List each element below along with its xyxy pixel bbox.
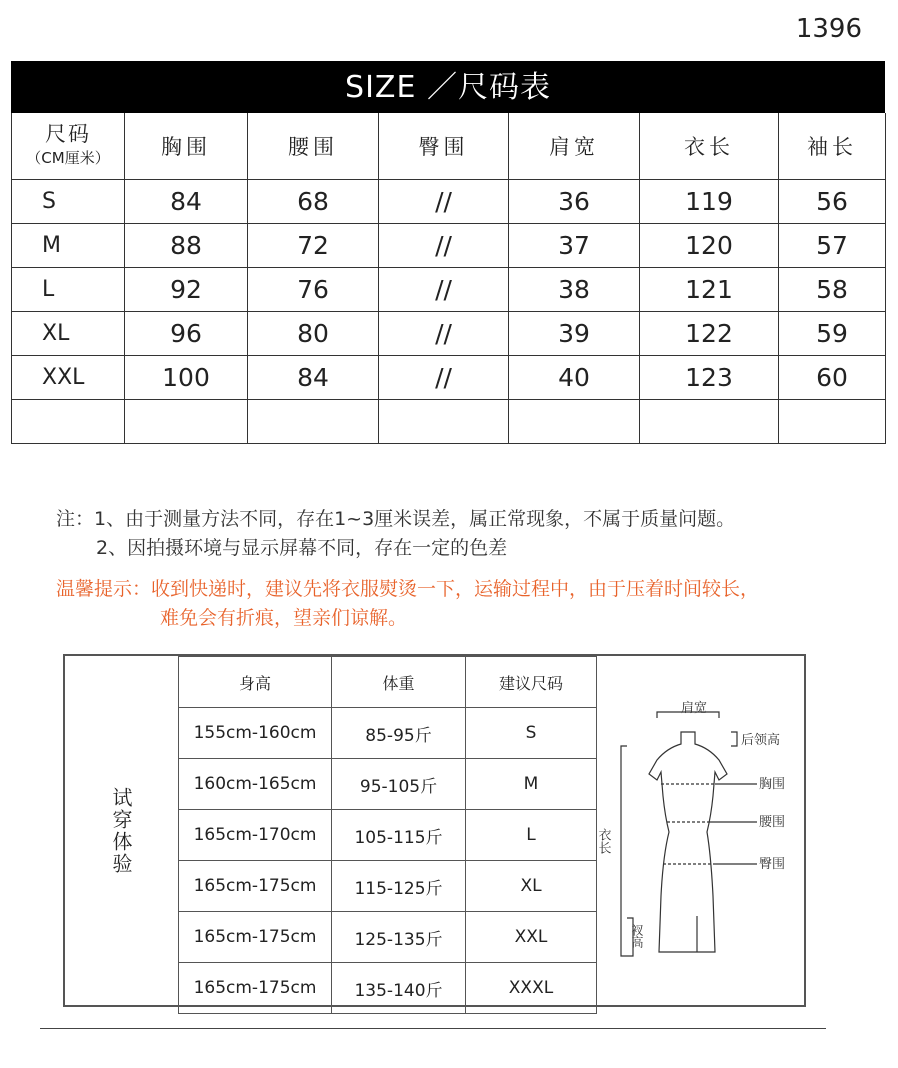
table-cell: 76 (248, 268, 379, 312)
table-row (179, 912, 597, 963)
header-height: 身高 (179, 657, 332, 708)
product-code: 1396 (795, 14, 862, 44)
table-cell: 72 (248, 224, 379, 268)
qipao-dress-icon (597, 656, 805, 1005)
table-cell: 36 (509, 180, 640, 224)
table-cell: 96 (125, 312, 248, 356)
label-waist: 腰围 (759, 815, 786, 830)
size-label: XXL (12, 356, 125, 400)
table-cell: 38 (509, 268, 640, 312)
header-unit: （CM厘米） (26, 149, 110, 167)
table-row (12, 180, 886, 224)
table-cell: 120 (640, 224, 779, 268)
table-cell: L (466, 810, 597, 861)
table-cell: 58 (779, 268, 886, 312)
table-cell: 40 (509, 356, 640, 400)
table-cell: 39 (509, 312, 640, 356)
fit-experience-box (63, 654, 806, 1007)
table-row (179, 861, 597, 912)
fit-table-header (179, 657, 597, 708)
table-cell: XXXL (466, 963, 597, 1014)
table-cell: 165cm-170cm (179, 810, 332, 861)
size-label: L (12, 268, 125, 312)
table-cell: 105-115斤 (332, 810, 466, 861)
table-cell: 56 (779, 180, 886, 224)
header-size-label: 尺码 (45, 122, 91, 146)
table-cell: 165cm-175cm (179, 861, 332, 912)
table-cell: 122 (640, 312, 779, 356)
blank-cell (12, 400, 125, 444)
fit-side-label-cell (65, 656, 178, 1005)
blank-cell (248, 400, 379, 444)
table-row (12, 356, 886, 400)
table-cell: XXL (466, 912, 597, 963)
table-cell: // (379, 180, 509, 224)
table-cell: 115-125斤 (332, 861, 466, 912)
blank-cell (779, 400, 886, 444)
table-row (12, 312, 886, 356)
size-label: M (12, 224, 125, 268)
table-cell: 121 (640, 268, 779, 312)
label-hip: 臀围 (759, 857, 786, 872)
note-line-2: 2、因拍摄环境与显示屏幕不同，存在一定的色差 (96, 537, 508, 559)
label-slit: 衩高 (630, 924, 644, 948)
table-cell: 125-135斤 (332, 912, 466, 963)
table-cell: 160cm-165cm (179, 759, 332, 810)
size-chart-title: SIZE ／尺码表 (11, 61, 885, 113)
table-cell: S (466, 708, 597, 759)
table-row (12, 224, 886, 268)
blank-cell (640, 400, 779, 444)
size-chart (11, 61, 885, 444)
fit-side-label: 试穿体验 (109, 786, 133, 875)
table-cell: 165cm-175cm (179, 912, 332, 963)
tip-line-1: 温馨提示：收到快递时，建议先将衣服熨烫一下，运输过程中，由于压着时间较长， (56, 578, 760, 600)
note-line-1: 注：1、由于测量方法不同，存在1~3厘米误差，属正常现象，不属于质量问题。 (56, 508, 736, 530)
table-cell: 119 (640, 180, 779, 224)
header-shoulder: 肩宽 (509, 113, 640, 180)
blank-cell (125, 400, 248, 444)
table-cell: 60 (779, 356, 886, 400)
label-chest: 胸围 (759, 777, 786, 792)
table-cell: // (379, 268, 509, 312)
table-cell: M (466, 759, 597, 810)
table-cell: 37 (509, 224, 640, 268)
header-chest: 胸围 (125, 113, 248, 180)
table-row (179, 708, 597, 759)
table-cell: // (379, 356, 509, 400)
blank-row (12, 400, 886, 444)
table-cell: 155cm-160cm (179, 708, 332, 759)
table-cell: 84 (248, 356, 379, 400)
blank-cell (509, 400, 640, 444)
header-suggested-size: 建议尺码 (466, 657, 597, 708)
label-back-collar: 后领高 (741, 733, 781, 748)
table-cell: 68 (248, 180, 379, 224)
table-cell: 85-95斤 (332, 708, 466, 759)
table-cell: 88 (125, 224, 248, 268)
table-cell: 59 (779, 312, 886, 356)
table-cell: 135-140斤 (332, 963, 466, 1014)
table-cell: 100 (125, 356, 248, 400)
header-hip: 臀围 (379, 113, 509, 180)
table-cell: 92 (125, 268, 248, 312)
size-table (11, 113, 886, 444)
table-cell: 80 (248, 312, 379, 356)
table-cell: // (379, 312, 509, 356)
label-length: 衣长 (597, 828, 611, 854)
table-row (179, 759, 597, 810)
label-shoulder: 肩宽 (681, 701, 708, 716)
table-cell: 123 (640, 356, 779, 400)
table-row (179, 963, 597, 1014)
blank-cell (379, 400, 509, 444)
table-row (12, 268, 886, 312)
size-table-header (12, 113, 886, 180)
table-cell: 165cm-175cm (179, 963, 332, 1014)
header-weight: 体重 (332, 657, 466, 708)
table-row (179, 810, 597, 861)
measurement-diagram (596, 656, 805, 1005)
table-cell: // (379, 224, 509, 268)
fit-table (178, 656, 597, 1014)
table-cell: XL (466, 861, 597, 912)
table-cell: 84 (125, 180, 248, 224)
bottom-divider (40, 1028, 826, 1029)
table-cell: 57 (779, 224, 886, 268)
header-length: 衣长 (640, 113, 779, 180)
size-label: XL (12, 312, 125, 356)
table-cell: 95-105斤 (332, 759, 466, 810)
header-waist: 腰围 (248, 113, 379, 180)
tip-line-2: 难免会有折痕，望亲们谅解。 (160, 607, 408, 629)
size-label: S (12, 180, 125, 224)
header-sleeve: 袖长 (779, 113, 886, 180)
header-size (12, 113, 125, 180)
